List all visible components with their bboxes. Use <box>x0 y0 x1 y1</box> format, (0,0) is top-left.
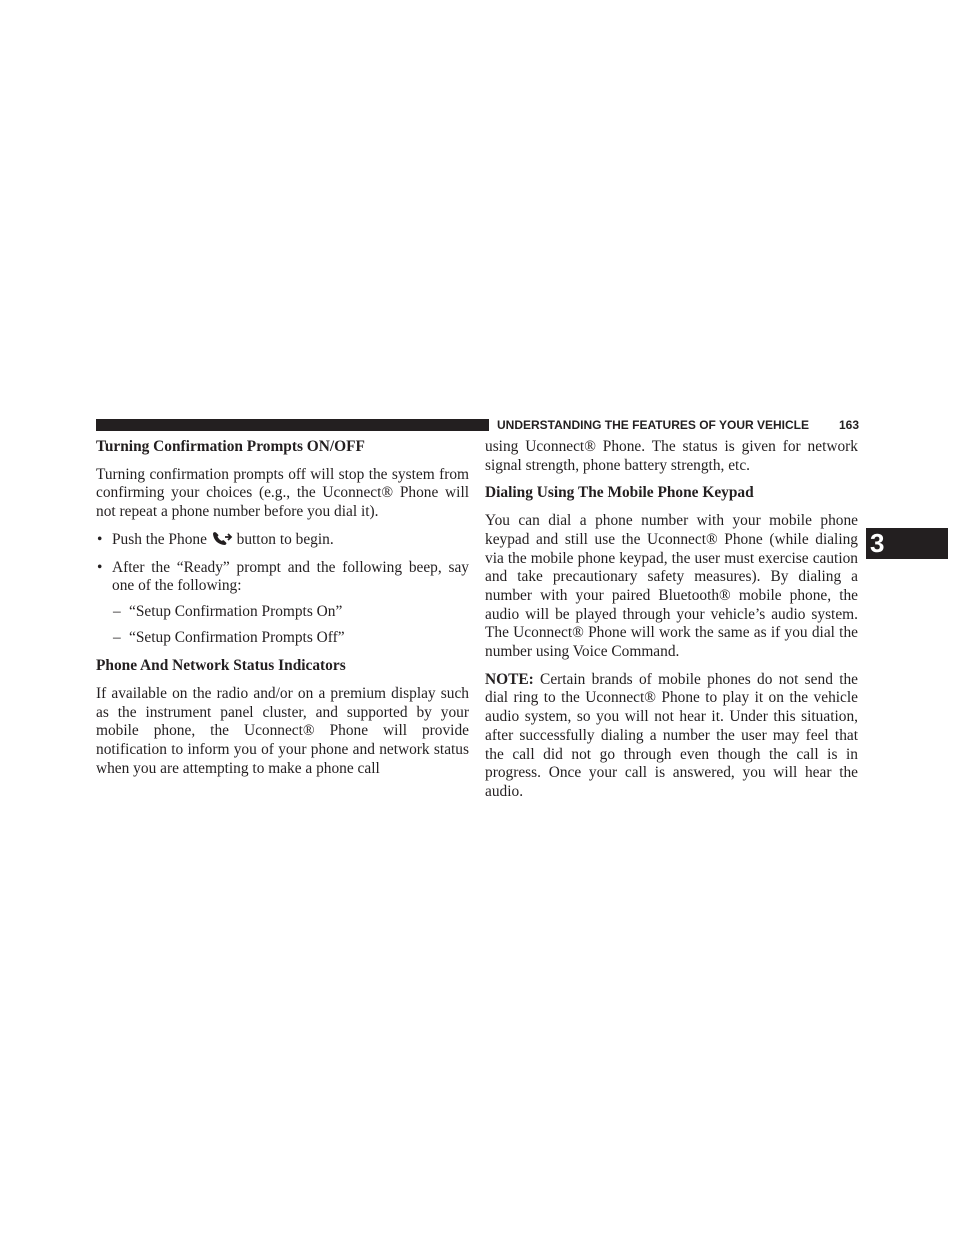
running-header <box>497 417 859 433</box>
bullet-text-after: button to begin. <box>236 530 334 548</box>
paragraph: Turning confirmation prompts off will stop the system from confirming your choices (e.g., the Uconnect® Phone will not repeat a phone number before you dial it). <box>96 465 469 521</box>
sub-list-text: “Setup Confirmation Prompts On” <box>129 602 343 620</box>
left-column <box>96 438 469 779</box>
section-heading: Turning Confirmation Prompts ON/OFF <box>96 438 365 455</box>
paragraph: using Uconnect® Phone. The status is given for network signal strength, phone battery strength, etc. <box>485 438 858 474</box>
section-heading: Phone And Network Status Indicators <box>96 657 346 675</box>
bullet-text: After the “Ready” prompt and the following beep, say one of the following: <box>112 558 469 595</box>
paragraph: You can dial a phone number with your mobile phone keypad and still use the Uconnect® Phone (while dialing via the mobile phone keypad, the user must exercise caution and take precautionary safety measures). By dialing a number with your paired Bluetooth® mobile phone, the audio will be played through your vehicle’s audio system. The Uconnect® Phone will work the same as if you dial the number using Voice Command. <box>485 512 858 661</box>
sub-list-item <box>96 629 469 648</box>
page-number: 163 <box>838 418 859 432</box>
dash-mark: – <box>113 628 121 646</box>
sub-list-item <box>96 603 469 622</box>
paragraph: If available on the radio and/or on a premium display such as the instrument panel cluster, and supported by your mobile phone, the Uconnect® Phone will provide notification to inform you of your phone and network status when you are attempting to make a phone call <box>96 685 469 777</box>
bullet-mark: • <box>97 530 103 548</box>
list-item <box>96 531 469 550</box>
note-label: NOTE: <box>485 670 534 688</box>
sub-list-text: “Setup Confirmation Prompts Off” <box>129 628 345 646</box>
header-bar <box>96 419 489 431</box>
list-item <box>96 559 469 596</box>
section-heading: Dialing Using The Mobile Phone Keypad <box>485 484 754 502</box>
header-title: UNDERSTANDING THE FEATURES OF YOUR VEHICLE <box>497 418 810 432</box>
dash-mark: – <box>113 602 121 620</box>
note-paragraph <box>485 671 858 802</box>
phone-icon <box>211 531 233 545</box>
right-column <box>485 438 858 802</box>
bullet-mark: • <box>97 558 103 576</box>
bullet-text-before: Push the Phone <box>112 530 207 548</box>
chapter-tab: 3 <box>866 528 948 559</box>
note-text: Certain brands of mobile phones do not send the dial ring to the Uconnect® Phone to play it on the vehicle audio system, so you will not hear it. Under this situation, after successfully dialing a number the user may feel that the call did not go through even though the call is in progress. Once your call is answered, you will hear the audio. <box>485 670 858 800</box>
